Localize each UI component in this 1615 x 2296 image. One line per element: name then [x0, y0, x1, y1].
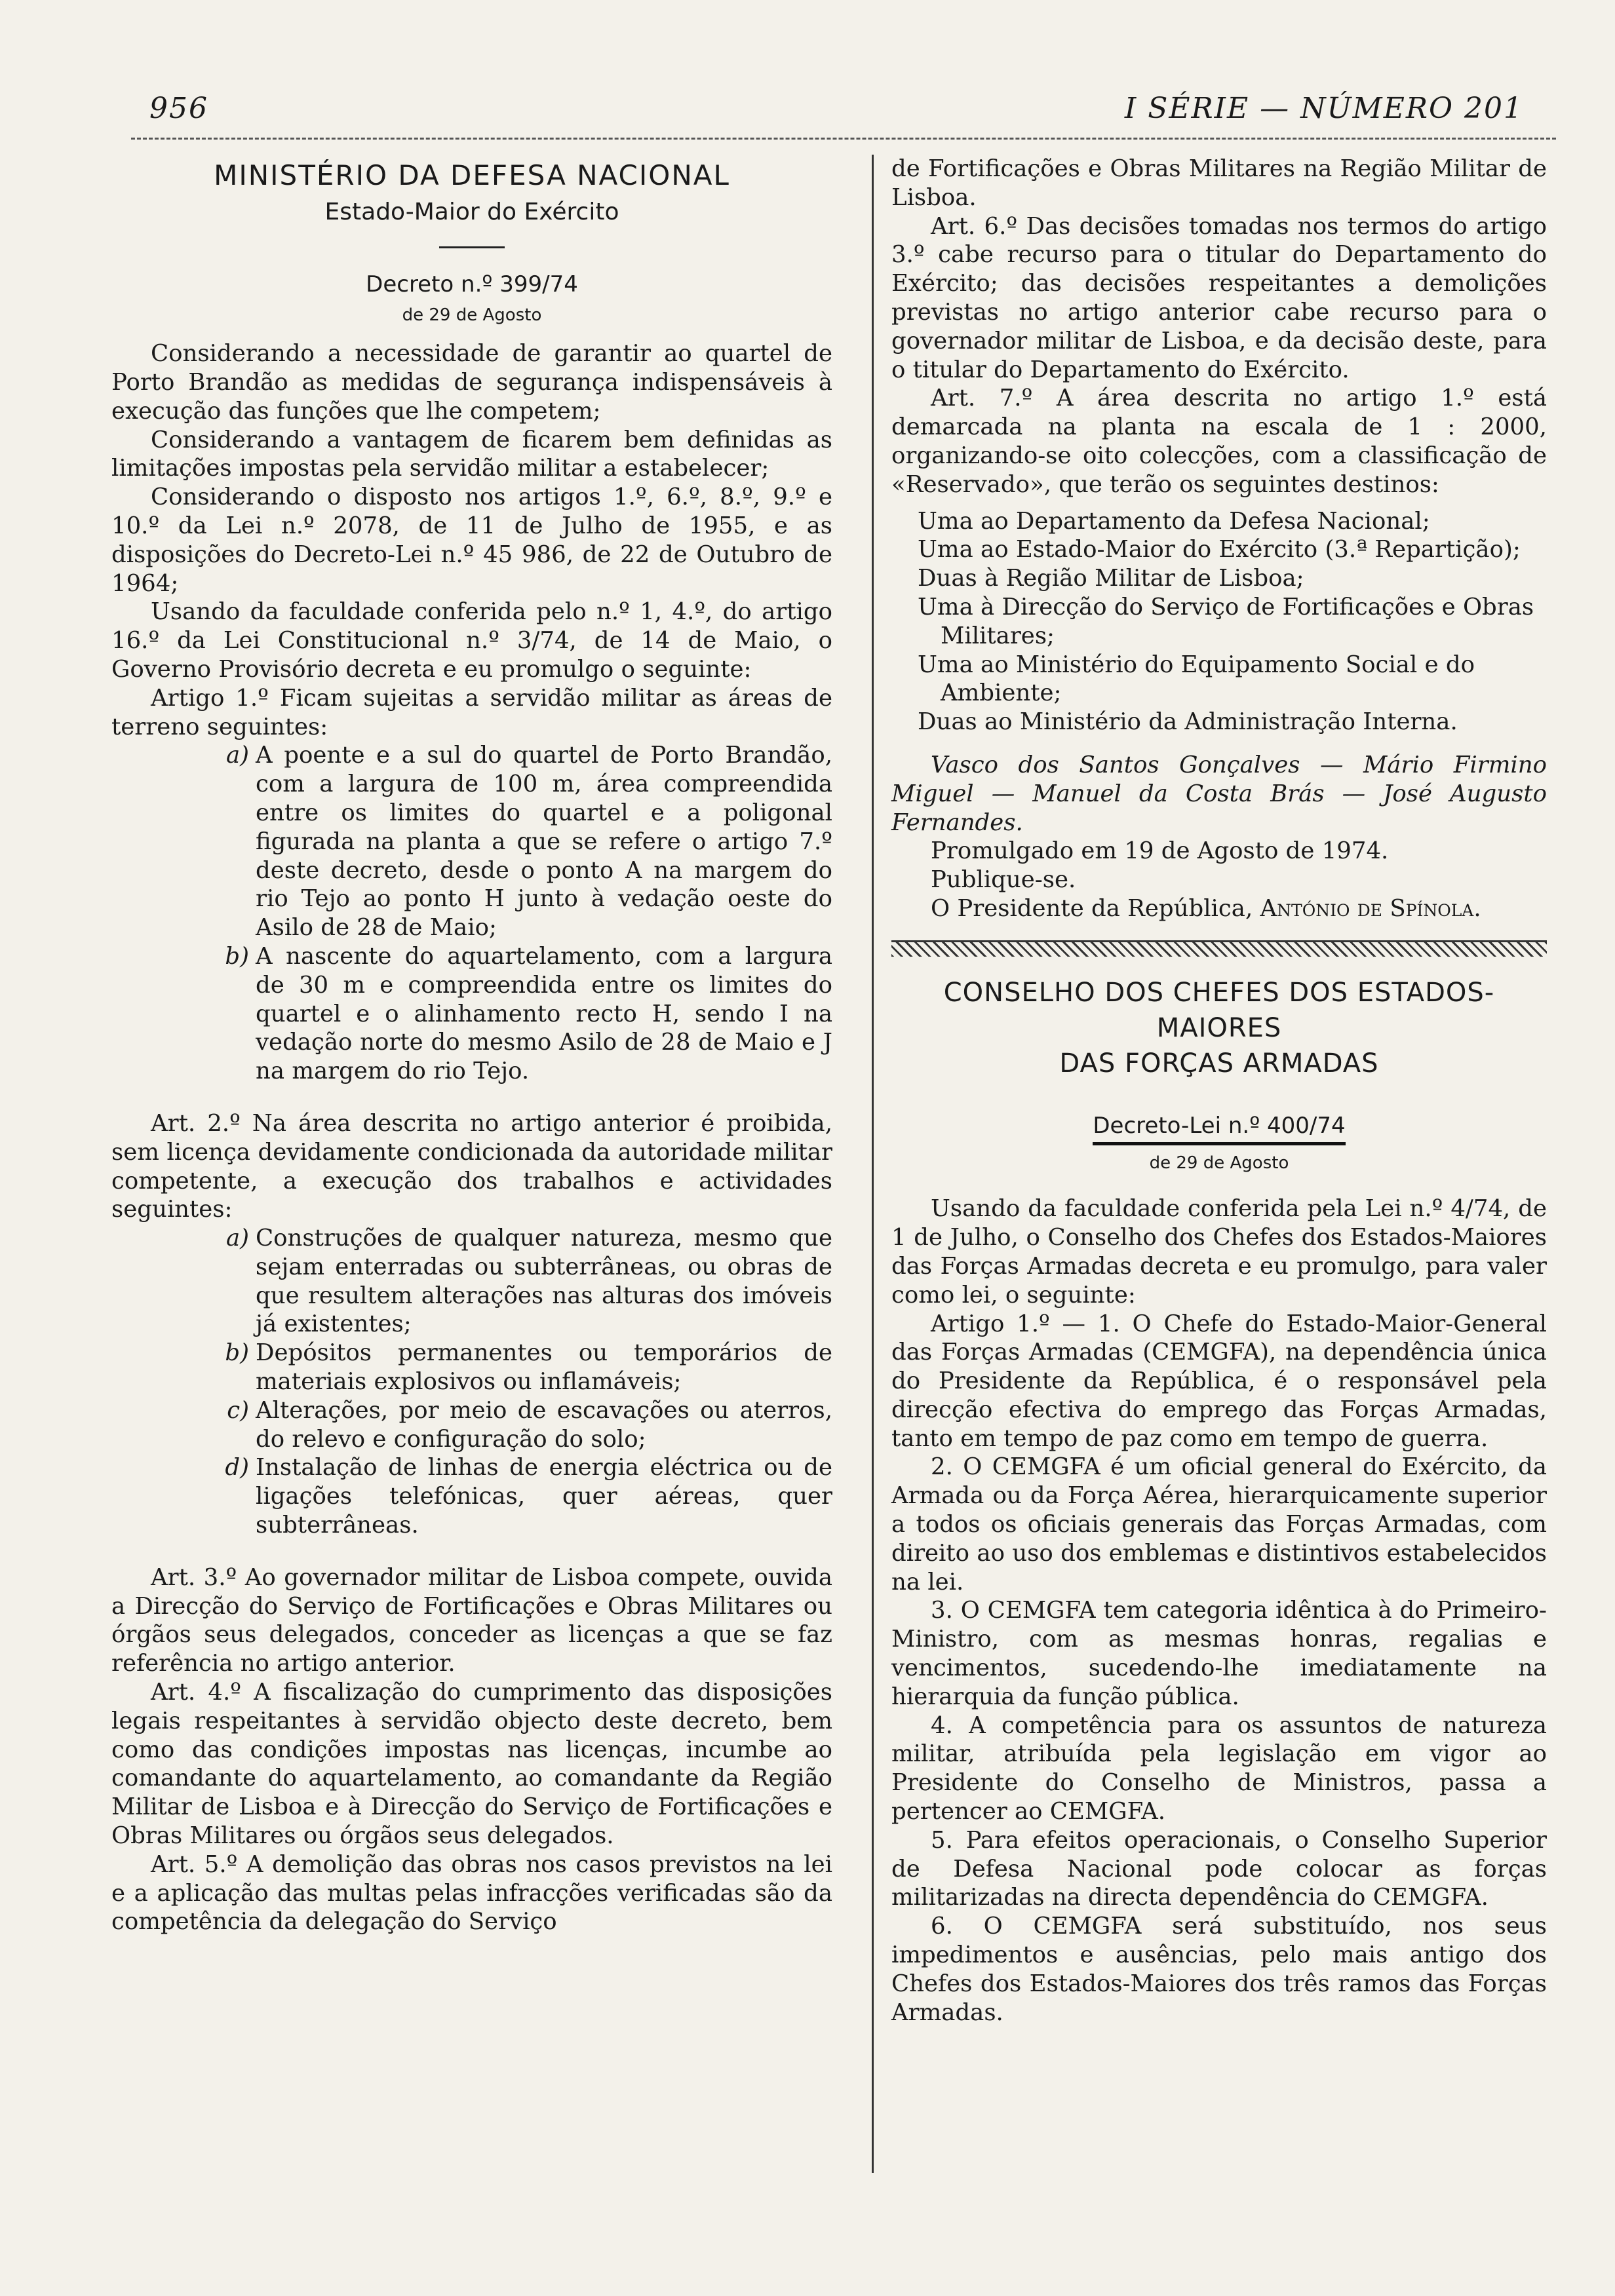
list-marker: a)	[225, 1225, 249, 1252]
list-item	[111, 1339, 832, 1396]
heading-rule	[439, 246, 505, 248]
publication-line: Publique-se.	[931, 866, 1076, 894]
list-item: Duas ao Ministério da Administração Interna.	[918, 708, 1458, 736]
header-rule	[131, 138, 1556, 140]
decree-date: de 29 de Agosto	[402, 305, 542, 326]
list-item: Duas à Região Militar de Lisboa;	[918, 565, 1304, 592]
list-item	[111, 1224, 832, 1339]
list-text: A poente e a sul do quartel de Porto Brandão, com a largura de 100 m, área compreendida entre os limites do quartel e a poligonal figurada na planta a que se refere o artigo 7.º deste decreto, desde o ponto A na margem do rio Tejo ao ponto H junto à vedação oeste do Asilo de 28 de Maio;	[256, 742, 832, 942]
article-paragraph: 2. O CEMGFA é um oficial general do Exército, da Armada ou da Força Aérea, hierarquicamente superior a todos os oficiais generais das Forças Armadas, com direito ao uso dos emblemas e distintivos estabelecidos na lei.	[891, 1453, 1547, 1596]
article-1: Artigo 1.º Ficam sujeitas a servidão militar as áreas de terreno seguintes:	[111, 684, 832, 740]
president-line	[891, 894, 1547, 923]
article-paragraph: 3. O CEMGFA tem categoria idêntica à do Primeiro-Ministro, com as mesmas honras, regalias e vencimentos, sucedendo-lhe imediatamente na hierarquia da função pública.	[891, 1597, 1547, 1710]
article-paragraph: 5. Para efeitos operacionais, o Conselho Superior de Defesa Nacional pode colocar as forças militarizadas na directa dependência do CEMGFA.	[891, 1826, 1547, 1911]
council-heading-line: DAS FORÇAS ARMADAS	[1059, 1048, 1379, 1079]
ornamental-divider	[891, 940, 1547, 957]
page-number: 956	[149, 92, 208, 125]
decree-title: Decreto n.º 399/74	[366, 271, 578, 297]
column-divider	[872, 155, 874, 2173]
list-marker: b)	[225, 1339, 249, 1367]
article-4: Art. 4.º A fiscalização do cumprimento das disposições legais respeitantes à servidão objecto deste decreto, bem como das condições impostas nas licenças, incumbe ao comandante do aquartelamento, ao comandante da Região Militar de Lisboa e à Direcção do Serviço de Fortificações e Obras Militares ou órgãos seus delegados.	[111, 1679, 832, 1850]
list-text: Construções de qualquer natureza, mesmo que sejam enterradas ou subterrâneas, ou obras de que resultem alterações nas alturas dos imóveis já existentes;	[256, 1225, 832, 1338]
list-item	[111, 1396, 832, 1454]
article-paragraph: 6. O CEMGFA será substituído, nos seus impedimentos e ausências, pelo mais antigo dos Chefes dos Estados-Maiores dos três ramos das Forças Armadas.	[891, 1913, 1547, 2026]
list-item: Uma à Direcção do Serviço de Fortificações e Obras Militares;	[918, 593, 1534, 649]
president-prefix: O Presidente da República,	[931, 894, 1260, 922]
list-item	[111, 1453, 832, 1539]
ministry-heading: MINISTÉRIO DA DEFESA NACIONAL	[214, 159, 730, 191]
directorate-heading: Estado-Maior do Exército	[324, 198, 619, 225]
list-item: Uma ao Departamento da Defesa Nacional;	[918, 507, 1430, 535]
council-heading	[891, 975, 1547, 1081]
list-text: Alterações, por meio de escavações ou aterros, do relevo e configuração do solo;	[256, 1396, 832, 1453]
list-item	[111, 741, 832, 942]
list-item	[111, 942, 832, 1086]
list-item: Uma ao Estado-Maior do Exército (3.ª Repartição);	[918, 536, 1521, 564]
list-text: Instalação de linhas de energia eléctrica ou de ligações telefónicas, quer aéreas, quer subterrâneas.	[256, 1454, 832, 1539]
decree-date: de 29 de Agosto	[1149, 1153, 1289, 1173]
decree-intro: Usando da faculdade conferida pela Lei n.º 4/74, de 1 de Julho, o Conselho dos Chefes dos Estados-Maiores das Forças Armadas decreta e eu promulgo, para valer como lei, o seguinte:	[891, 1195, 1547, 1309]
article-7: Art. 7.º A área descrita no artigo 1.º está demarcada na planta na escala de 1 : 2000, organizando-se oito colecções, com a classificação de «Reservado», que terão os seguintes destinos:	[891, 385, 1547, 498]
list-marker: a)	[225, 742, 249, 769]
article-5: Art. 5.º A demolição das obras nos casos previstos na lei e a aplicação das multas pelas infracções verificadas são da competência da delegação do Serviço	[111, 1850, 832, 1936]
article-3: Art. 3.º Ao governador militar de Lisboa compete, ouvida a Direcção do Serviço de Fortificações e Obras Militares ou órgãos seus delegados, conceder as licenças a que se faz referência no artigo anterior.	[111, 1563, 832, 1677]
list-marker: b)	[225, 942, 249, 970]
list-item: Uma ao Ministério do Equipamento Social e do Ambiente;	[918, 651, 1475, 707]
promulgation-line: Promulgado em 19 de Agosto de 1974.	[931, 837, 1389, 865]
preamble-paragraph: Considerando a vantagem de ficarem bem definidas as limitações impostas pela servidão militar a estabelecer;	[111, 426, 832, 482]
left-column	[111, 161, 832, 1936]
decree-title: Decreto-Lei n.º 400/74	[1093, 1112, 1345, 1145]
council-heading-line: CONSELHO DOS CHEFES DOS ESTADOS-MAIORES	[943, 977, 1495, 1043]
signatories: Vasco dos Santos Gonçalves — Mário Firmino Miguel — Manuel da Costa Brás — José Augusto Fernandes.	[891, 751, 1547, 836]
article-6: Art. 6.º Das decisões tomadas nos termos do artigo 3.º cabe recurso para o titular do Departamento do Exército; das decisões respeitantes a demolições previstas no artigo anterior cabe recurso para o governador militar de Lisboa, e da decisão deste, para o titular do Departamento do Exército.	[891, 212, 1547, 383]
preamble-paragraph: Considerando o disposto nos artigos 1.º, 6.º, 8.º, 9.º e 10.º da Lei n.º 2078, de 11 de Julho de 1955, e as disposições do Decreto-Lei n.º 45 986, de 22 de Outubro de 1964;	[111, 484, 832, 597]
right-column	[891, 155, 1547, 2027]
list-text: Depósitos permanentes ou temporários de materiais explosivos ou inflamáveis;	[256, 1339, 832, 1396]
preamble-paragraph: Usando da faculdade conferida pelo n.º 1, 4.º, do artigo 16.º da Lei Constitucional n.º 3/74, de 14 de Maio, o Governo Provisório decreta e eu promulgo o seguinte:	[111, 598, 832, 683]
list-marker: c)	[227, 1396, 249, 1424]
article-paragraph: Artigo 1.º — 1. O Chefe do Estado-Maior-General das Forças Armadas (CEMGFA), na dependência única do Presidente da República, é o responsável pela direcção efectiva do emprego das Forças Armadas, tanto em tempo de paz como em tempo de guerra.	[891, 1310, 1547, 1452]
preamble-paragraph: Considerando a necessidade de garantir ao quartel de Porto Brandão as medidas de segurança indispensáveis à execução das funções que lhe competem;	[111, 340, 832, 425]
list-marker: d)	[225, 1454, 249, 1482]
article-5-continued: de Fortificações e Obras Militares na Região Militar de Lisboa.	[891, 155, 1547, 211]
president-name: António de Spínola.	[1260, 894, 1481, 922]
article-2: Art. 2.º Na área descrita no artigo anterior é proibida, sem licença devidamente condicionada da autoridade militar competente, a execução dos trabalhos e actividades seguintes:	[111, 1109, 832, 1223]
series-header: I SÉRIE — NÚMERO 201	[1124, 92, 1523, 125]
article-paragraph: 4. A competência para os assuntos de natureza militar, atribuída pela legislação em vigor ao Presidente do Conselho de Ministros, passa a pertencer ao CEMGFA.	[891, 1712, 1547, 1826]
list-text: A nascente do aquartelamento, com a largura de 30 m e compreendida entre os limites do quartel e o alinhamento recto H, sendo I na vedação norte do mesmo Asilo de 28 de Maio e J na margem do rio Tejo.	[256, 942, 832, 1085]
